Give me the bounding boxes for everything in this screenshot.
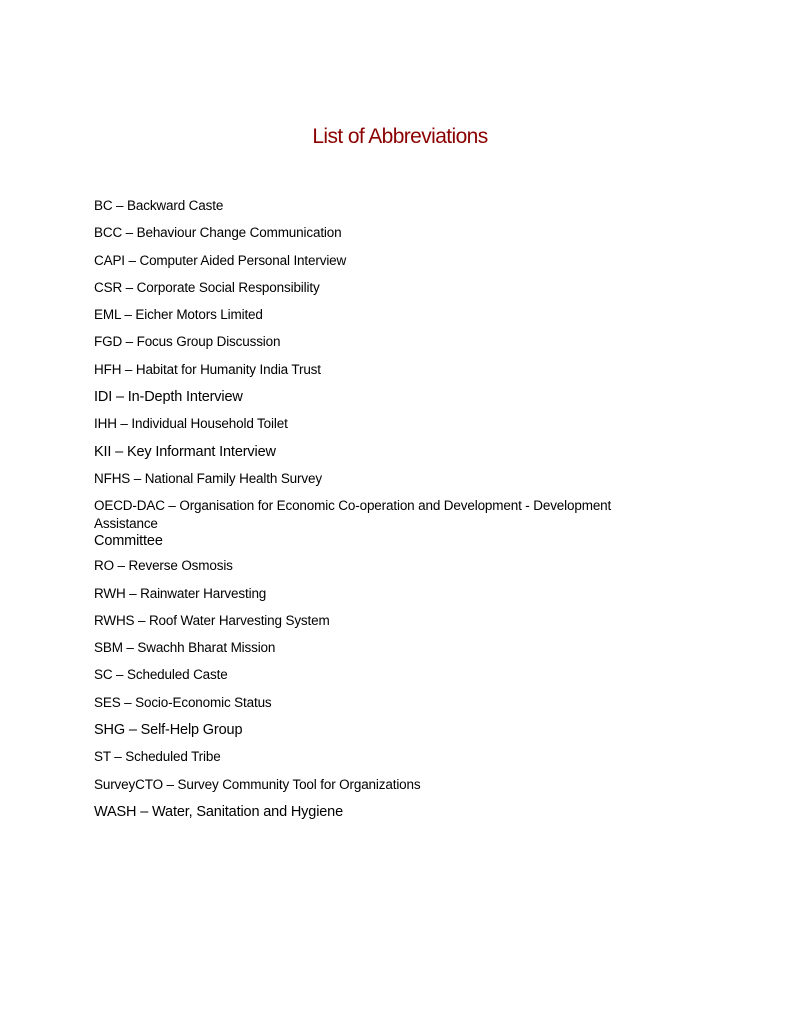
abbreviation-item: IDI – In-Depth Interview [94,389,243,406]
abbreviation-item: SBM – Swachh Bharat Mission [94,640,276,656]
abbreviation-item: RWHS – Roof Water Harvesting System [94,612,330,628]
abbreviation-line-1: OECD-DAC – Organisation for Economic Co-operation and Development - Development Assistance [94,498,612,532]
abbreviation-item: SES – Socio-Economic Status [94,694,272,710]
abbreviation-item: CAPI – Computer Aided Personal Interview [94,252,347,268]
abbreviation-item: FGD – Focus Group Discussion [94,334,281,350]
abbreviation-item: SurveyCTO – Survey Community Tool for Organizations [94,776,421,792]
abbreviation-item: WASH – Water, Sanitation and Hygiene [94,803,344,820]
abbreviation-item: BC – Backward Caste [94,198,224,213]
abbreviation-item: EML – Eicher Motors Limited [94,307,263,323]
abbreviation-item: ST – Scheduled Tribe [94,749,221,765]
abbreviation-item: RO – Reverse Osmosis [94,558,233,574]
abbreviation-item: CSR – Corporate Social Responsibility [94,279,320,295]
abbreviation-item: NFHS – National Family Health Survey [94,470,322,486]
abbreviation-item: SC – Scheduled Caste [94,667,228,683]
abbreviation-item: BCC – Behaviour Change Communication [94,225,342,241]
abbreviation-item: SHG – Self-Help Group [94,722,243,739]
abbreviation-item: HFH – Habitat for Humanity India Trust [94,361,321,377]
abbreviation-item: RWH – Rainwater Harvesting [94,585,267,601]
abbreviation-list [94,197,674,830]
page-title: List of Abbreviations [312,125,488,148]
abbreviation-line-2: Committee [94,533,163,550]
abbreviation-item: IHH – Individual Household Toilet [94,416,288,432]
abbreviation-item: KII – Key Informant Interview [94,443,276,460]
abbreviation-item-multiline [94,497,674,549]
